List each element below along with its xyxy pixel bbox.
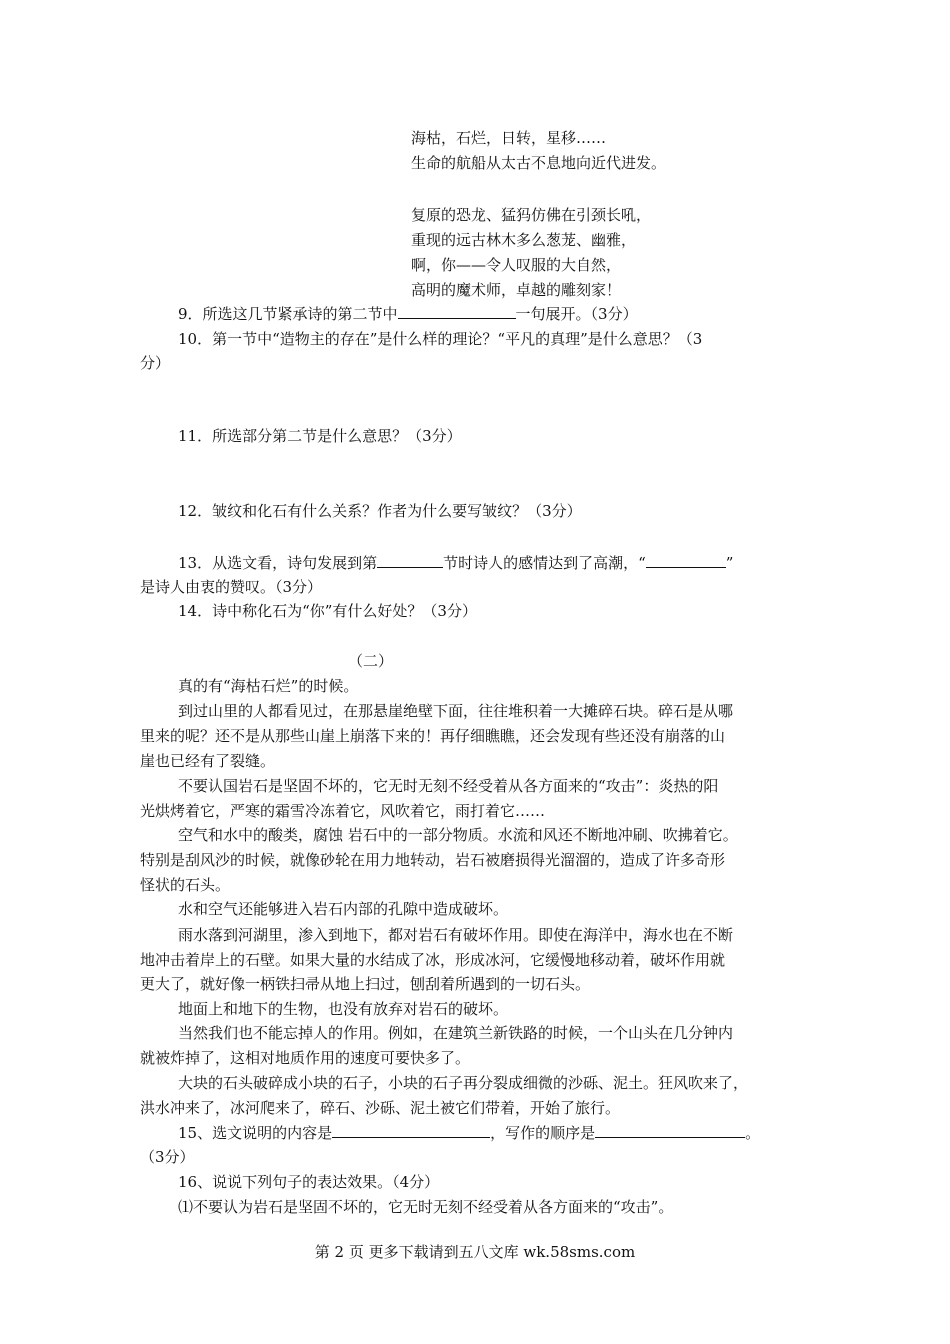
question-15-text: 15、选文说明的内容是 <box>178 1124 333 1142</box>
question-9-text: 9．所选这几节紧承诗的第二节中 <box>178 305 398 323</box>
poem-line: 海枯，石烂，日转，星移…… <box>411 129 607 147</box>
paragraph-line: 雨水落到河湖里，渗入到地下，都对岩石有破坏作用。即使在海洋中，海水也在不断 <box>178 926 734 944</box>
paragraph-line: 到过山里的人都看见过，在那悬崖绝壁下面，往往堆积着一大摊碎石块。碎石是从哪 <box>178 702 734 720</box>
answer-blank[interactable] <box>646 553 726 568</box>
question-14: 14．诗中称化石为“你”有什么好处？（3分） <box>178 602 477 620</box>
page-footer: 第 2 页 更多下载请到五八文库 wk.58sms.com <box>314 1243 636 1261</box>
question-10: 10．第一节中“造物主的存在”是什么样的理论？“平凡的真理”是什么意思？（3 <box>178 330 703 348</box>
answer-blank[interactable] <box>377 553 443 568</box>
paragraph-line: 更大了，就好像一柄铁扫帚从地上扫过，刨刮着所遇到的一切石头。 <box>140 975 591 993</box>
poem-line: 生命的航船从太古不息地向近代进发。 <box>411 154 667 172</box>
paragraph-line: 空气和水中的酸类，腐蚀 岩石中的一部分物质。水流和风还不断地冲刷、吹拂着它。 <box>178 826 738 844</box>
paragraph-line: 水和空气还能够进入岩石内部的孔隙中造成破坏。 <box>178 900 509 918</box>
question-9 <box>178 304 638 324</box>
poem-line: 高明的魔术师，卓越的雕刻家！ <box>411 281 622 299</box>
paragraph-line: 就被炸掉了，这相对地质作用的速度可要快多了。 <box>140 1049 471 1067</box>
paragraph-line: 真的有“海枯石烂”的时候。 <box>178 677 359 695</box>
paragraph-line: 怪状的石头。 <box>140 876 231 894</box>
question-13-close: ” <box>725 554 734 572</box>
question-16-item-1: ⑴不要认为岩石是坚固不坏的，它无时无刻不经受着从各方面来的“攻击”。 <box>178 1198 674 1216</box>
paragraph-line: 崖也已经有了裂缝。 <box>140 752 276 770</box>
question-13 <box>178 553 733 573</box>
paragraph-line: 当然我们也不能忘掉人的作用。例如，在建筑兰新铁路的时候，一个山头在几分钟内 <box>178 1024 734 1042</box>
answer-blank[interactable] <box>595 1123 745 1138</box>
paragraph-line: 洪水冲来了，冰河爬来了，碎石、沙砾、泥土被它们带着，开始了旅行。 <box>140 1099 621 1117</box>
question-16: 16、说说下列句子的表达效果。（4分） <box>178 1173 440 1191</box>
paragraph-line: 地冲击着岸上的石壁。如果大量的水结成了冰，形成冰河，它缓慢地移动着，破坏作用就 <box>140 951 726 969</box>
poem-line: 重现的远古林木多么葱茏、幽雅， <box>411 231 637 249</box>
question-15-mid: ，写作的顺序是 <box>490 1124 596 1142</box>
question-15 <box>178 1123 760 1143</box>
question-11: 11．所选部分第二节是什么意思？（3分） <box>178 427 462 445</box>
paragraph-line: 地面上和地下的生物，也没有放弃对岩石的破坏。 <box>178 1000 509 1018</box>
answer-blank[interactable] <box>332 1123 490 1138</box>
question-15-end: 。 <box>745 1124 761 1142</box>
paragraph-line: 里来的呢？还不是从那些山崖上崩落下来的！再仔细瞧瞧，还会发现有些还没有崩落的山 <box>140 727 726 745</box>
question-15-cont: （3分） <box>140 1148 195 1166</box>
poem-line: 复原的恐龙、猛犸仿佛在引颈长吼， <box>411 206 652 224</box>
question-13-text: 13．从选文看，诗句发展到第 <box>178 554 378 572</box>
answer-blank[interactable] <box>398 304 516 319</box>
paragraph-line: 不要认国岩石是坚固不坏的，它无时无刻不经受着从各方面来的“攻击”：炎热的阳 <box>178 777 719 795</box>
question-12: 12．皱纹和化石有什么关系？作者为什么要写皱纹？（3分） <box>178 502 582 520</box>
question-13-cont: 是诗人由衷的赞叹。（3分） <box>140 578 323 596</box>
paragraph-line: 光烘烤着它，严寒的霜雪冷冻着它，风吹着它，雨打着它…… <box>140 802 546 820</box>
paragraph-line: 大块的石头破碎成小块的石子，小块的石子再分裂成细微的沙砾、泥土。狂风吹来了， <box>178 1074 749 1092</box>
question-9-suffix: 一句展开。（3分） <box>515 305 638 323</box>
section-heading: （二） <box>348 652 394 670</box>
question-10-cont: 分） <box>140 354 171 372</box>
question-13-mid: 节时诗人的感情达到了高潮，“ <box>443 554 646 572</box>
poem-line: 啊，你——令人叹服的大自然， <box>411 256 622 274</box>
paragraph-line: 特别是刮风沙的时候，就像砂轮在用力地转动，岩石被磨损得光溜溜的，造成了许多奇形 <box>140 851 726 869</box>
